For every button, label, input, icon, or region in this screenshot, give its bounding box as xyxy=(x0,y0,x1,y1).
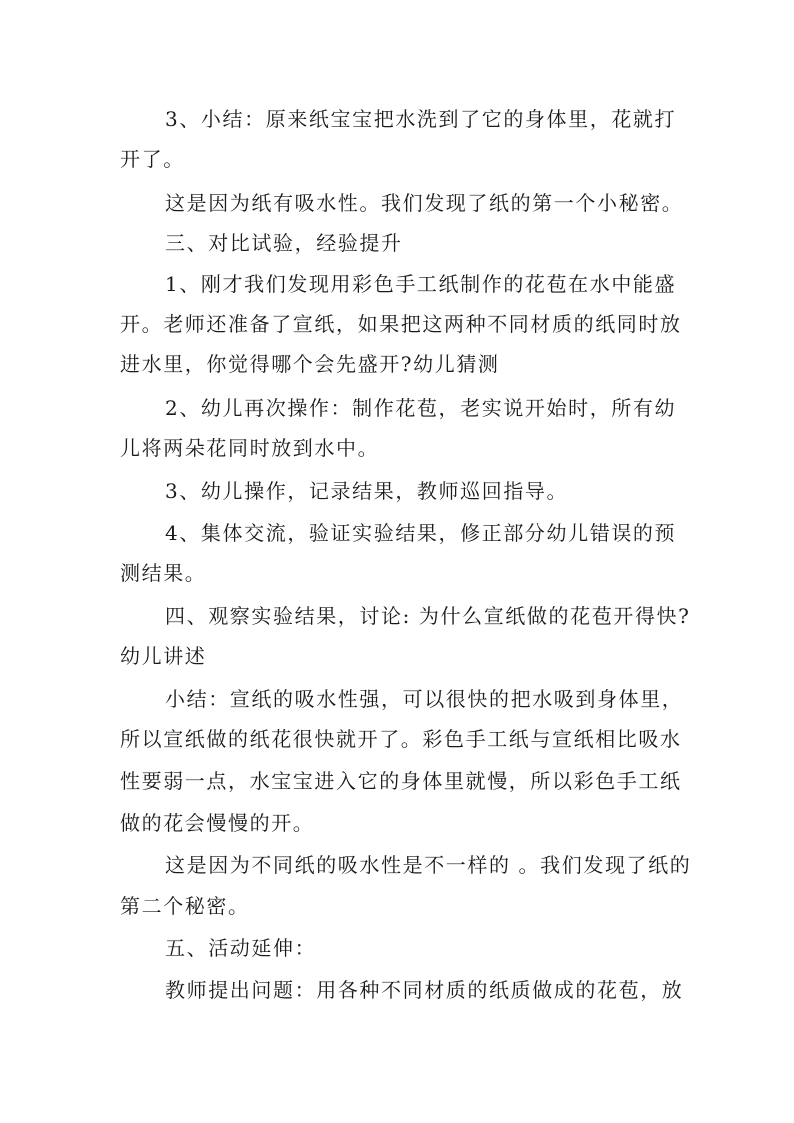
section-heading-3: 三、对比试验，经验提升 xyxy=(165,231,403,255)
step-2-line-1: 2、幼儿再次操作：制作花苞，老实说开始时，所有幼 xyxy=(165,396,677,420)
step-1-line-1: 1、刚才我们发现用彩色手工纸制作的花苞在水中能盛 xyxy=(165,272,677,296)
step-1-line-2: 开。老师还准备了宣纸，如果把这两种不同材质的纸同时放 xyxy=(120,312,682,336)
summary-line-3: 性要弱一点，水宝宝进入它的身体里就慢，所以彩色手工纸 xyxy=(120,769,682,793)
summary-line-2: 所以宣纸做的纸花很快就开了。彩色手工纸与宣纸相比吸水 xyxy=(120,727,682,751)
paragraph-summary-3-line-1: 3、小结：原来纸宝宝把水洗到了它的身体里，花就打 xyxy=(165,107,677,131)
paragraph-first-secret: 这是因为纸有吸水性。我们发现了纸的第一个小秘密。 xyxy=(165,191,684,215)
step-4-line-1: 4、集体交流，验证实验结果，修正部分幼儿错误的预 xyxy=(165,521,677,545)
step-1-line-3: 进水里，你觉得哪个会先盛开?幼儿猜测 xyxy=(120,352,500,376)
step-2-line-2: 儿将两朵花同时放到水中。 xyxy=(120,436,380,460)
step-4-line-2: 测结果。 xyxy=(120,561,207,585)
paragraph-second-secret-line-1: 这是因为不同纸的吸水性是不一样的 。我们发现了纸的 xyxy=(165,853,692,877)
paragraph-second-secret-line-2: 第二个秘密。 xyxy=(120,894,250,918)
section-heading-4-line-1: 四、观察实验结果，讨论: 为什么宣纸做的花苞开得快? xyxy=(165,604,691,628)
section-heading-5: 五、活动延伸： xyxy=(165,936,317,960)
summary-line-4: 做的花会慢慢的开。 xyxy=(120,811,315,835)
step-3: 3、幼儿操作，记录结果，教师巡回指导。 xyxy=(165,479,569,503)
summary-line-1: 小结：宣纸的吸水性强，可以很快的把水吸到身体里， xyxy=(165,687,684,711)
paragraph-summary-3-line-2: 开了。 xyxy=(120,147,185,171)
section-heading-4-line-2: 幼儿讲述 xyxy=(120,644,207,668)
extension-line-1: 教师提出问题：用各种不同材质的纸质做成的花苞，放 xyxy=(165,978,684,1002)
